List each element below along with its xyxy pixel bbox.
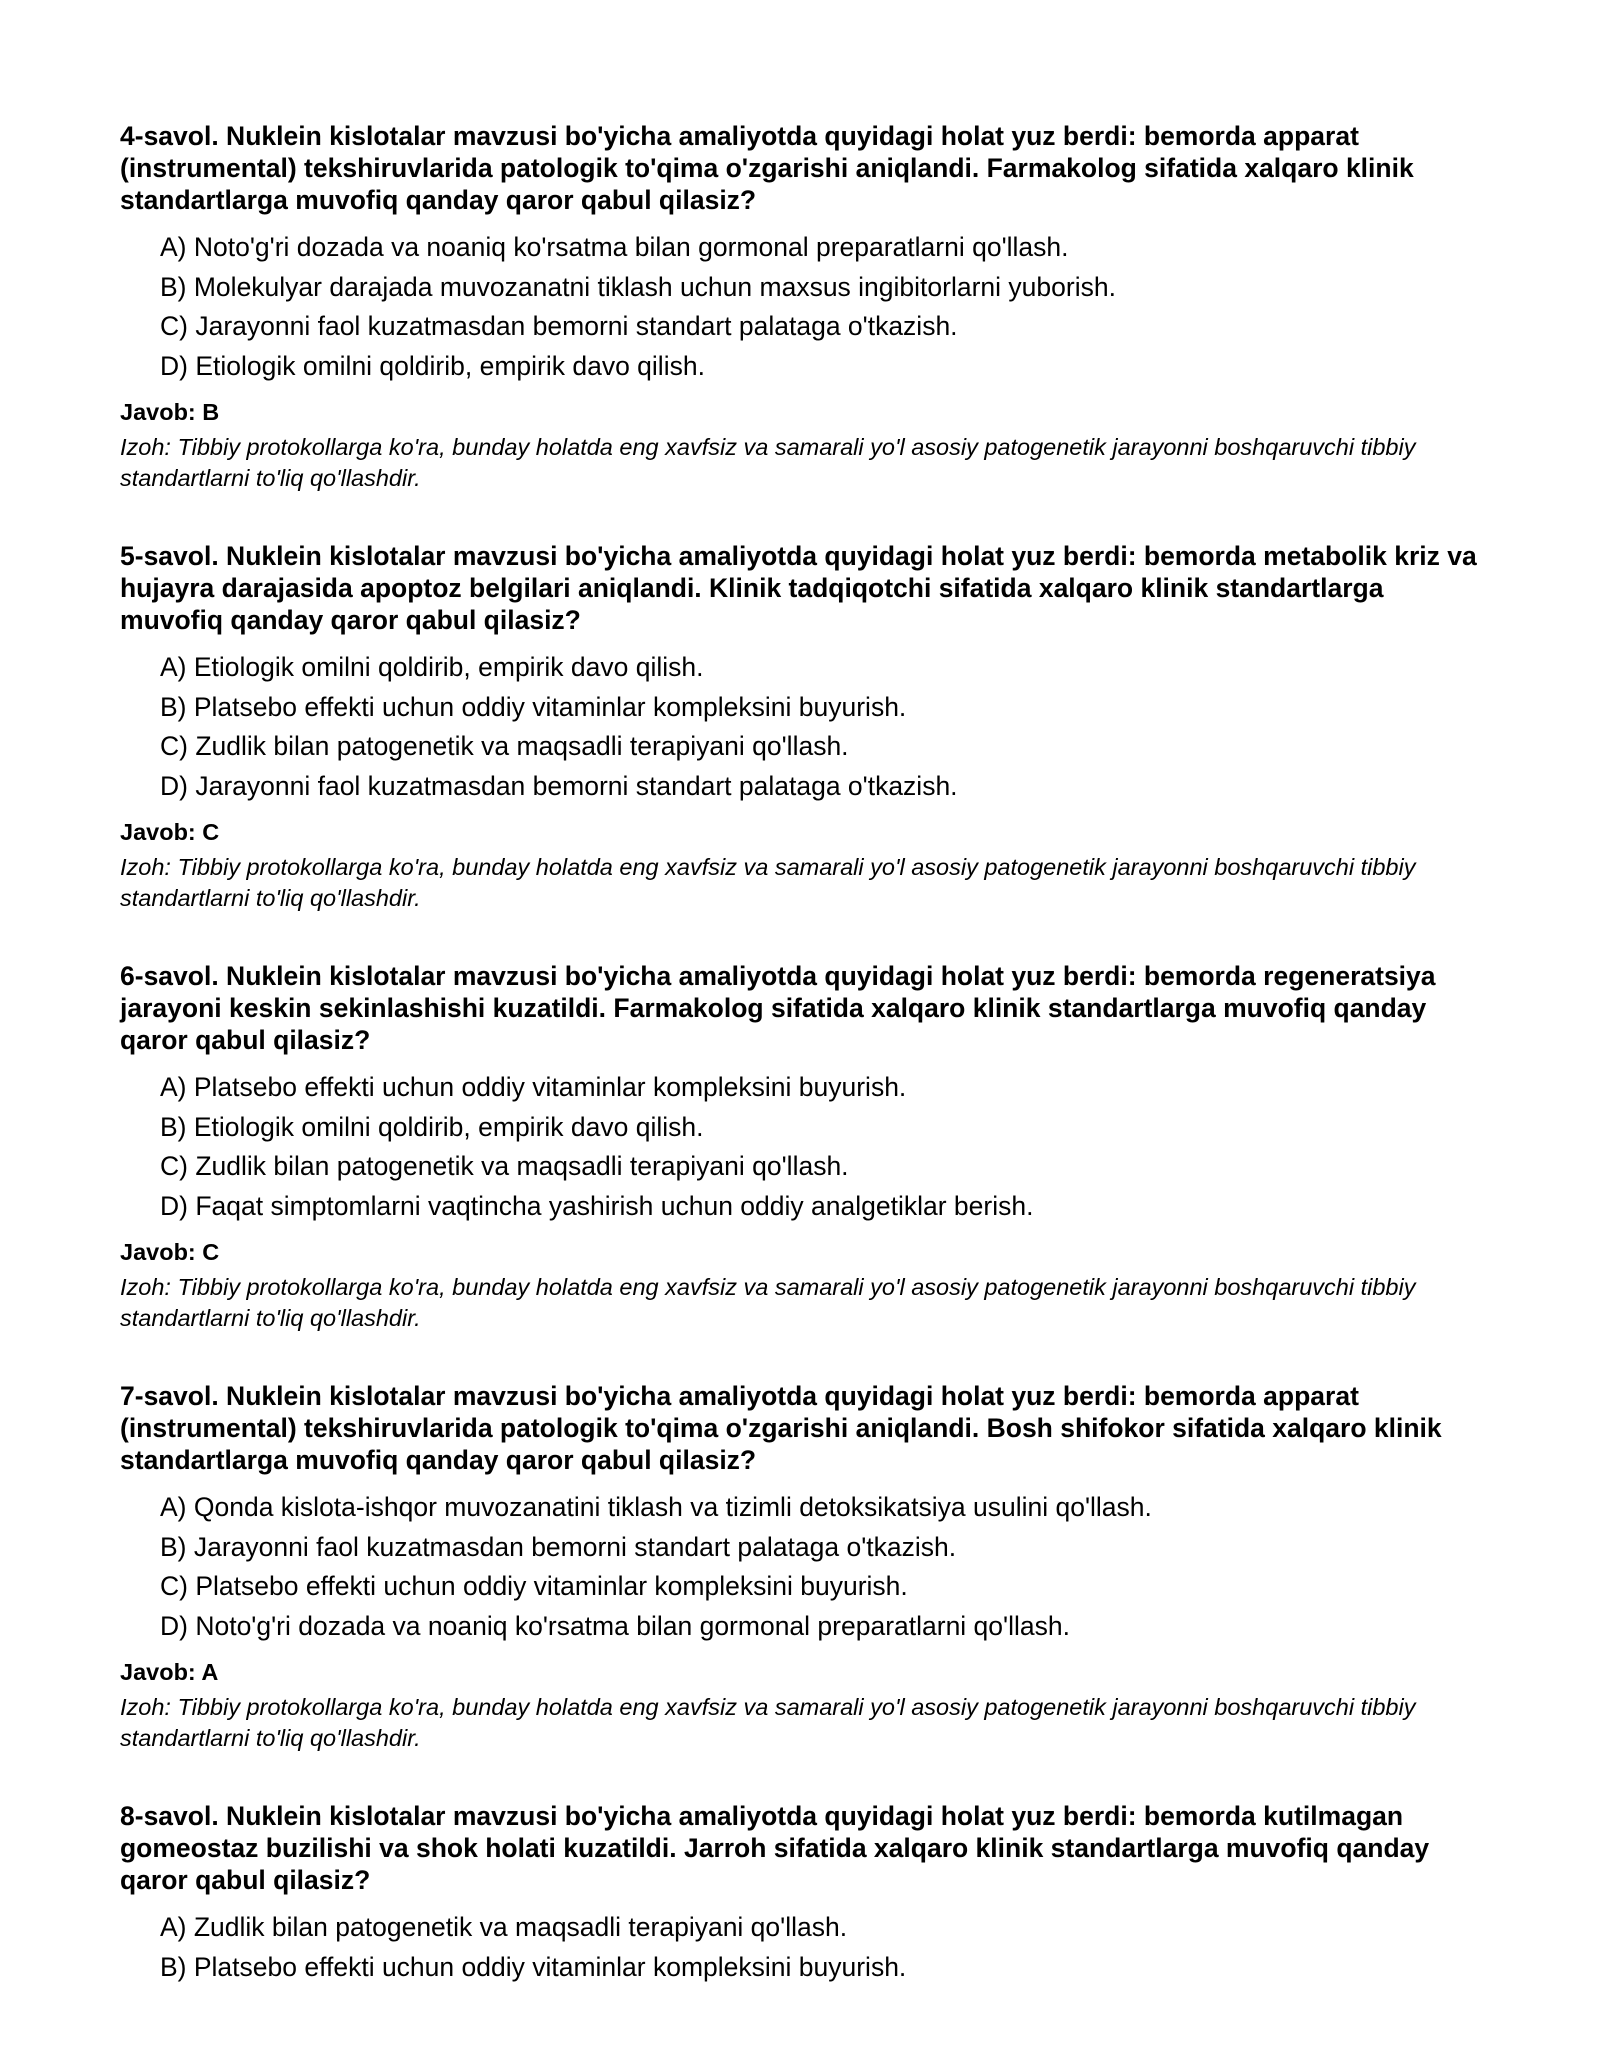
question-block: [120, 120, 1480, 493]
option-b: B) Jarayonni faol kuzatmasdan bemorni standart palataga o'tkazish.: [160, 1531, 957, 1562]
option-a: A) Platsebo effekti uchun oddiy vitaminlar kompleksini buyurish.: [160, 1072, 907, 1102]
answer-label: Javob: C: [120, 1239, 220, 1265]
answer-label: Javob: A: [120, 1659, 219, 1685]
option-d: D) Jarayonni faol kuzatmasdan bemorni standart palataga o'tkazish.: [160, 770, 958, 801]
option-list: [120, 1068, 1480, 1226]
question-text: 8-savol. Nuklein kislotalar mavzusi bo'yicha amaliyotda quyidagi holat yuz berdi: bemorda kutilmagan gomeostaz buzilishi va shok holati kuzatildi. Jarroh sifatida xalqaro klinik standartlarga muvofiq qanday qaror qabul qilasiz?: [120, 1801, 1430, 1895]
option-c: C) Zudlik bilan patogenetik va maqsadli terapiyani qo'llash.: [160, 1151, 849, 1181]
option-b: B) Platsebo effekti uchun oddiy vitaminlar kompleksini buyurish.: [160, 691, 907, 722]
option-b: B) Platsebo effekti uchun oddiy vitaminlar kompleksini buyurish.: [160, 1951, 907, 1982]
question-text: 5-savol. Nuklein kislotalar mavzusi bo'yicha amaliyotda quyidagi holat yuz berdi: bemorda metabolik kriz va hujayra darajasida apoptoz belgilari aniqlandi. Klinik tadqiqotchi sifatida xalqaro klinik standartlarga muvofiq qanday qaror qabul qilasiz?: [120, 541, 1477, 635]
option-b: B) Etiologik omilni qoldirib, empirik davo qilish.: [160, 1111, 704, 1142]
explanation-note: Izoh: Tibbiy protokollarga ko'ra, bunday holatda eng xavfsiz va samarali yo'l asosiy patogenetik jarayonni boshqaruvchi tibbiy standartlarni to'liq qo'llashdir.: [120, 1274, 1416, 1331]
option-c: C) Platsebo effekti uchun oddiy vitaminlar kompleksini buyurish.: [160, 1571, 908, 1601]
explanation-note: Izoh: Tibbiy protokollarga ko'ra, bunday holatda eng xavfsiz va samarali yo'l asosiy patogenetik jarayonni boshqaruvchi tibbiy standartlarni to'liq qo'llashdir.: [120, 854, 1416, 911]
question-text: 6-savol. Nuklein kislotalar mavzusi bo'yicha amaliyotda quyidagi holat yuz berdi: bemorda regeneratsiya jarayoni keskin sekinlashishi kuzatildi. Farmakolog sifatida xalqaro klinik standartlarga muvofiq qanday qaror qabul qilasiz?: [120, 961, 1436, 1055]
option-a: A) Zudlik bilan patogenetik va maqsadli terapiyani qo'llash.: [160, 1912, 848, 1942]
option-a: A) Noto'g'ri dozada va noaniq ko'rsatma bilan gormonal preparatlarni qo'llash.: [160, 232, 1069, 262]
option-d: D) Faqat simptomlarni vaqtincha yashirish uchun oddiy analgetiklar berish.: [160, 1190, 1034, 1221]
option-list: [120, 1488, 1480, 1646]
question-block: [120, 1800, 1480, 1987]
option-b: B) Molekulyar darajada muvozanatni tiklash uchun maxsus ingibitorlarni yuborish.: [160, 271, 1116, 302]
answer-label: Javob: B: [120, 399, 220, 425]
option-a: A) Qonda kislota-ishqor muvozanatini tiklash va tizimli detoksikatsiya usulini qo'llash.: [160, 1492, 1152, 1522]
option-list: [120, 1908, 1480, 1987]
document-page: [120, 120, 1480, 2034]
option-c: C) Jarayonni faol kuzatmasdan bemorni standart palataga o'tkazish.: [160, 311, 958, 341]
answer-label: Javob: C: [120, 819, 220, 845]
explanation-note: Izoh: Tibbiy protokollarga ko'ra, bunday holatda eng xavfsiz va samarali yo'l asosiy patogenetik jarayonni boshqaruvchi tibbiy standartlarni to'liq qo'llashdir.: [120, 1694, 1416, 1751]
question-block: [120, 1380, 1480, 1753]
question-block: [120, 540, 1480, 913]
explanation-note: Izoh: Tibbiy protokollarga ko'ra, bunday holatda eng xavfsiz va samarali yo'l asosiy patogenetik jarayonni boshqaruvchi tibbiy standartlarni to'liq qo'llashdir.: [120, 434, 1416, 491]
option-d: D) Noto'g'ri dozada va noaniq ko'rsatma bilan gormonal preparatlarni qo'llash.: [160, 1610, 1070, 1641]
option-c: C) Zudlik bilan patogenetik va maqsadli terapiyani qo'llash.: [160, 731, 849, 761]
option-list: [120, 648, 1480, 806]
question-text: 7-savol. Nuklein kislotalar mavzusi bo'yicha amaliyotda quyidagi holat yuz berdi: bemorda apparat (instrumental) tekshiruvlarida patologik to'qima o'zgarishi aniqlandi. Bosh shifokor sifatida xalqaro klinik standartlarga muvofiq qanday qaror qabul qilasiz?: [120, 1381, 1442, 1475]
question-text: 4-savol. Nuklein kislotalar mavzusi bo'yicha amaliyotda quyidagi holat yuz berdi: bemorda apparat (instrumental) tekshiruvlarida patologik to'qima o'zgarishi aniqlandi. Farmakolog sifatida xalqaro klinik standartlarga muvofiq qanday qaror qabul qilasiz?: [120, 121, 1414, 215]
option-a: A) Etiologik omilni qoldirib, empirik davo qilish.: [160, 652, 704, 682]
option-list: [120, 228, 1480, 386]
question-block: [120, 960, 1480, 1333]
option-d: D) Etiologik omilni qoldirib, empirik davo qilish.: [160, 350, 705, 381]
